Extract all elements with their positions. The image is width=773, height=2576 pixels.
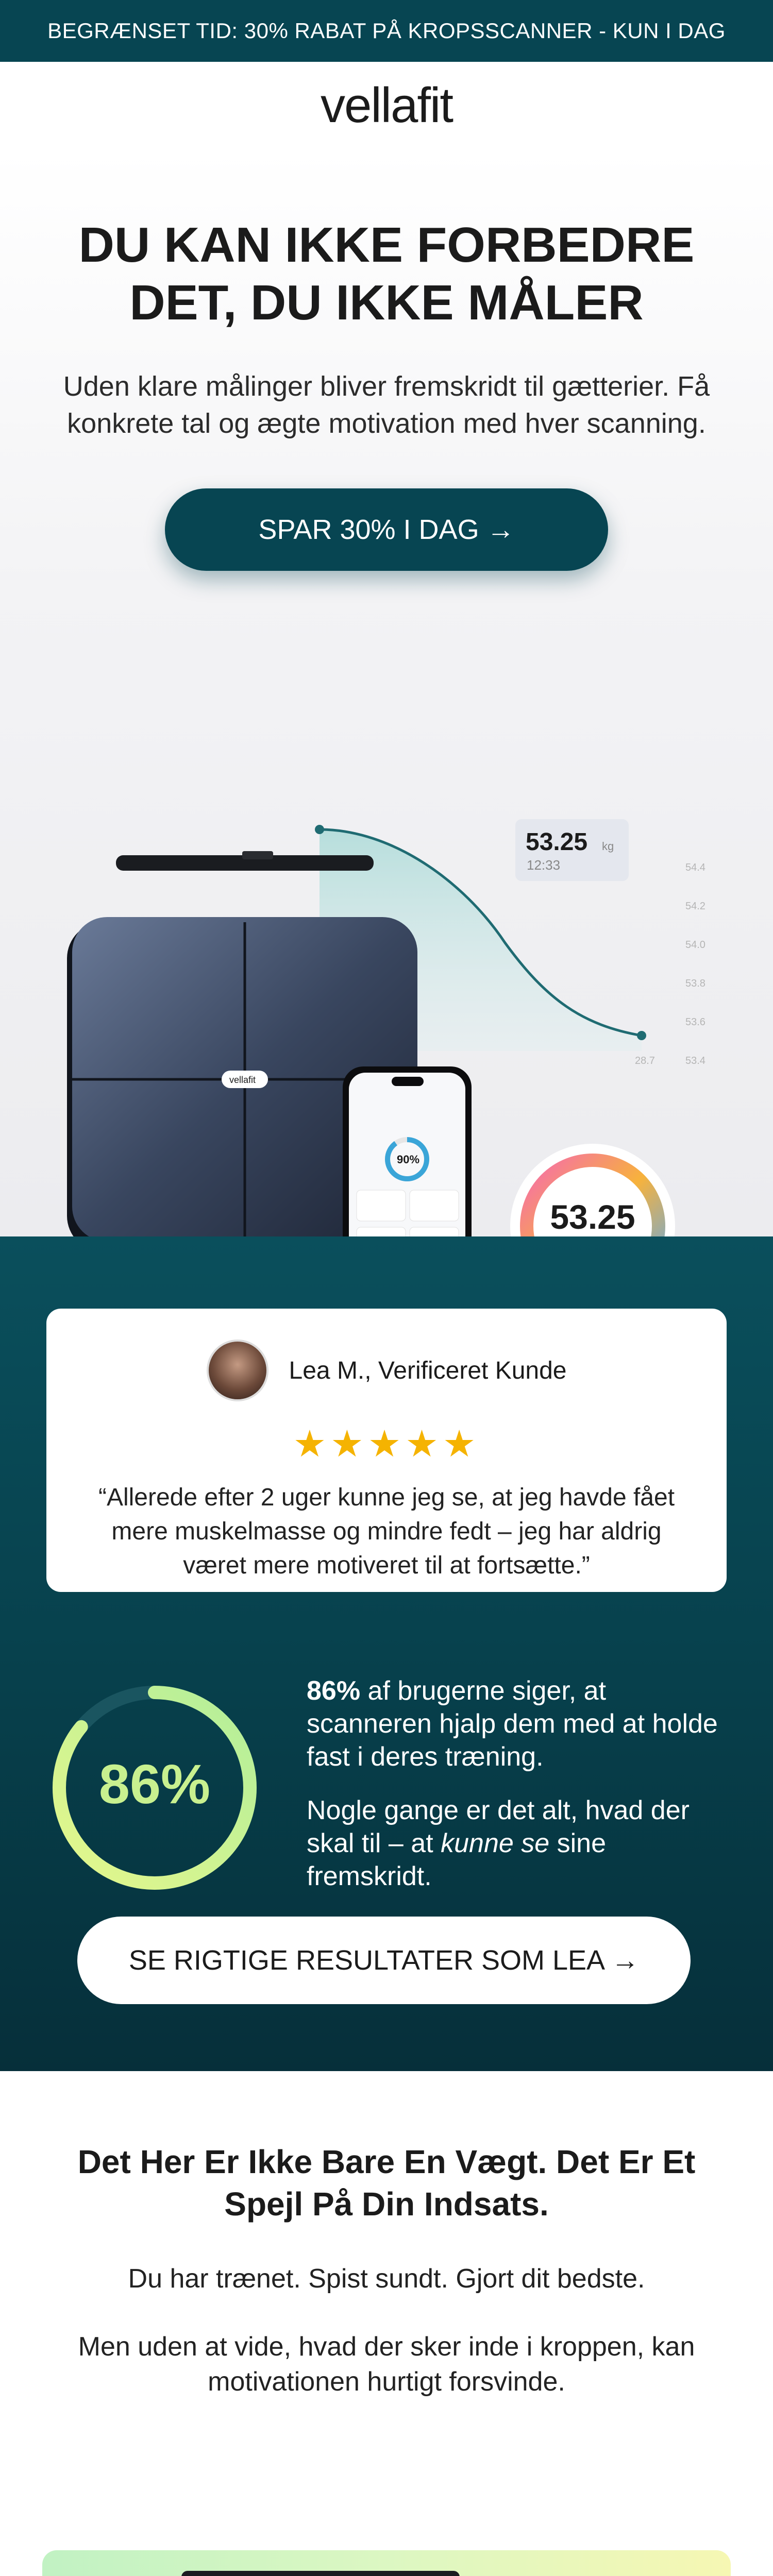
stat-highlight: 86%	[307, 1676, 361, 1706]
hero-title	[0, 149, 773, 332]
phone-score: 90%	[397, 1153, 420, 1166]
graph-axis-label: 54.0	[685, 939, 705, 951]
graph-axis-label: 54.4	[685, 862, 705, 873]
stat-description: af brugerne siger, at scanneren hjalp dem med at holde fast i deres træning.	[307, 1676, 718, 1772]
stat-ring-chart	[41, 1674, 268, 1901]
graph-axis-label: 53.8	[685, 978, 705, 989]
hero-subtitle: Uden klare målinger bliver fremskridt til gætterier. Få konkrete tal og ægte motivation med hver scanning.	[63, 371, 710, 439]
announcement-text: BEGRÆNSET TID: 30% RABAT PÅ KROPSSCANNER - KUN I DAG	[47, 19, 726, 43]
hero-section	[0, 149, 773, 1236]
star-rating: ★★★★★	[293, 1423, 480, 1465]
testimonial-section	[0, 1236, 773, 2071]
stat-p2-emphasis: kunne se	[441, 1828, 550, 1858]
stat-text	[307, 1674, 719, 1893]
content-section	[0, 2071, 773, 2576]
reviewer-name: Lea M., Verificeret Kunde	[289, 1357, 567, 1384]
stat-paragraph-1	[307, 1674, 719, 1773]
scale-banner-image	[42, 2550, 731, 2576]
review-card	[46, 1309, 727, 1592]
graph-end-label: 28.7	[635, 1055, 655, 1066]
content-paragraph-1: Du har trænet. Spist sundt. Gjort dit bedste.	[128, 2264, 645, 2294]
reviewer	[46, 1340, 727, 1401]
hero-cta-button[interactable]: SPAR 30% I DAG →	[165, 488, 608, 571]
stat-p2-text: Nogle gange er det alt, hvad der skal til – at	[307, 1795, 690, 1858]
content-title: Det Her Er Ikke Bare En Vægt. Det Er Et Spejl På Din Indsats.	[77, 2143, 696, 2223]
stat-block	[41, 1664, 732, 1891]
hero-title-line2: DET, DU IKKE MÅLER	[129, 275, 644, 330]
header	[0, 62, 773, 149]
graph-tooltip-value: 53.25	[526, 828, 588, 856]
stat-paragraph-2	[307, 1794, 719, 1893]
stat-p2-text-end: sine fremskridt.	[307, 1828, 606, 1891]
scale-illustration	[42, 2550, 731, 2576]
graph-axis-label: 53.4	[685, 1055, 705, 1066]
announcement-bar[interactable]	[0, 0, 773, 62]
scale-brand-label: vellafit	[229, 1075, 256, 1085]
review-quote: “Allerede efter 2 uger kunne jeg se, at jeg havde fået mere muskelmasse og mindre fedt – jeg har aldrig været mere motiveret til at fortsætte.”	[98, 1484, 675, 1579]
brand-logo-text: vellafit	[320, 78, 453, 133]
gauge-value: 53.25	[550, 1198, 635, 1236]
graph-axis-label: 53.6	[685, 1016, 705, 1028]
graph-tooltip-unit: kg	[602, 840, 614, 853]
brand-logo[interactable]	[321, 77, 452, 134]
hero-title-line1: DU KAN IKKE FORBEDRE	[78, 217, 695, 273]
graph-axis-label: 54.2	[685, 901, 705, 912]
results-cta-button[interactable]: SE RIGTIGE RESULTATER SOM LEA →	[77, 1917, 691, 2004]
avatar	[207, 1340, 268, 1401]
graph-tooltip-time: 12:33	[527, 857, 561, 873]
stat-ring-value: 86%	[98, 1753, 211, 1815]
content-paragraph-2: Men uden at vide, hvad der sker inde i kroppen, kan motivationen hurtigt forsvinde.	[78, 2332, 695, 2397]
